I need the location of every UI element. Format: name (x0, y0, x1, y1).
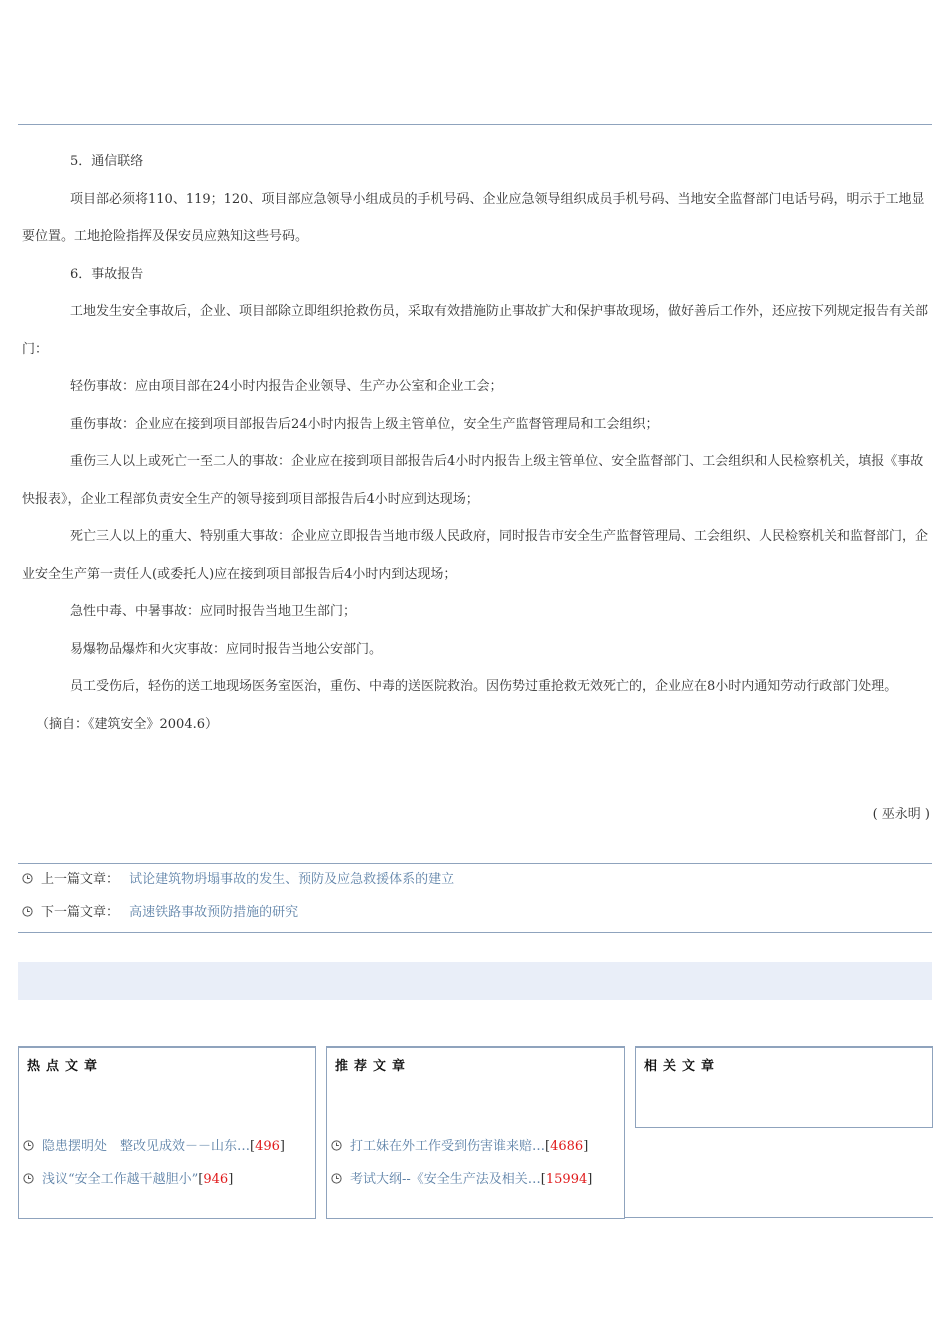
hot-article-link[interactable]: 浅议“安全工作越干越胆小” (42, 1172, 199, 1187)
article-paragraph: 死亡三人以上的重大、特别重大事故：企业应立即报告当地市级人民政府，同时报告市安全生产监督管理局、工会组织、人民检察机关和监督部门，企业安全生产第一责任人(或委托人)应在接到项目部报告后4小时内到达现场； (22, 529, 929, 582)
article-paragraph: 项目部必须将110、119；120、项目部应急领导小组成员的手机号码、企业应急领导组织成员手机号码、当地安全监督部门电话号码，明示于工地显要位置。工地抢险指挥及保安员应熟知这些号码。 (22, 191, 925, 244)
recommended-article-link[interactable]: 打工妹在外工作受到伤害谁来赔… (350, 1139, 546, 1154)
hit-bracket: ] (587, 1172, 593, 1187)
hit-bracket: [ (540, 1172, 546, 1187)
article-paragraph: 重伤三人以上或死亡一至二人的事故：企业应在接到项目部报告后4小时内报告上级主管单位、安全监督部门、工会组织和人民检察机关，填报《事故快报表》，企业工程部负责安全生产的领导接到项目部报告后4小时应到达现场； (22, 454, 924, 507)
hit-bracket: ] (279, 1139, 285, 1154)
article-paragraph: 重伤事故：企业应在接到项目部报告后24小时内报告上级主管单位，安全生产监督管理局和工会组织； (70, 416, 659, 432)
recommended-articles-box (326, 1046, 625, 1219)
clock-icon (22, 873, 33, 884)
next-article-label: 下一篇文章： (41, 905, 120, 920)
article-paragraph: 工地发生安全事故后，企业、项目部除立即组织抢救伤员，采取有效措施防止事故扩大和保护事故现场，做好善后工作外，还应按下列规定报告有关部门： (22, 304, 929, 357)
hot-articles-title: 热点文章 (27, 1059, 104, 1074)
prev-article-label: 上一篇文章： (41, 872, 120, 887)
hit-bracket: [ (250, 1139, 256, 1154)
recommended-article-link[interactable]: 考试大纲--《安全生产法及相关… (350, 1172, 541, 1187)
top-divider (18, 124, 932, 125)
list-item (331, 1163, 592, 1196)
section-heading-accident-report: 6．事故报告 (70, 266, 144, 282)
hit-count: 946 (203, 1172, 229, 1187)
section-heading-communication: 5．通信联络 (70, 154, 144, 169)
clock-icon (23, 1140, 34, 1151)
prev-article-row (22, 868, 454, 887)
article-source: （摘自：《建筑安全》2004.6） (36, 716, 218, 732)
clock-icon (23, 1173, 34, 1184)
hot-articles-list (23, 1130, 285, 1196)
nav-divider-bottom (18, 932, 932, 933)
prev-article-link[interactable]: 试论建筑物坍塌事故的发生、预防及应急救援体系的建立 (129, 872, 455, 887)
next-article-link[interactable]: 高速铁路事故预防措施的研究 (129, 905, 299, 920)
article-paragraph: 轻伤事故：应由项目部在24小时内报告企业领导、生产办公室和企业工会； (70, 379, 503, 394)
hit-bracket: ] (228, 1172, 234, 1187)
clock-icon (331, 1140, 342, 1151)
article-paragraph: 易爆物品爆炸和火灾事故：应同时报告当地公安部门。 (70, 641, 383, 657)
article-paragraph: 急性中毒、中暑事故：应同时报告当地卫生部门； (70, 604, 357, 619)
clock-icon (22, 906, 33, 917)
related-articles-title: 相关文章 (644, 1059, 721, 1074)
hit-bracket: ] (583, 1139, 589, 1154)
related-box-baseline (625, 1217, 933, 1218)
author-name: ( 巫永明 ) (872, 807, 930, 822)
list-item (331, 1130, 592, 1163)
next-article-row (22, 901, 298, 920)
article-paragraph: 员工受伤后，轻伤的送工地现场医务室医治，重伤、中毒的送医院救治。因伤势过重抢救无效死亡的，企业应在8小时内通知劳动行政部门处理。 (70, 679, 898, 694)
hit-bracket: [ (198, 1172, 204, 1187)
blank-banner-band (18, 962, 932, 1000)
clock-icon (331, 1173, 342, 1184)
hit-count: 15994 (545, 1172, 588, 1187)
hit-bracket: [ (545, 1139, 551, 1154)
recommended-articles-title: 推荐文章 (335, 1059, 412, 1074)
list-item (23, 1163, 285, 1196)
nav-divider-top (18, 863, 932, 864)
article-body (22, 143, 930, 743)
hot-article-link[interactable]: 隐患摆明处 整改见成效－－山东… (42, 1139, 251, 1154)
list-item (23, 1130, 285, 1163)
related-articles-box (635, 1046, 933, 1128)
hit-count: 496 (255, 1139, 280, 1154)
hit-count: 4686 (550, 1139, 584, 1154)
recommended-articles-list (331, 1130, 592, 1196)
hot-articles-box (18, 1046, 316, 1219)
